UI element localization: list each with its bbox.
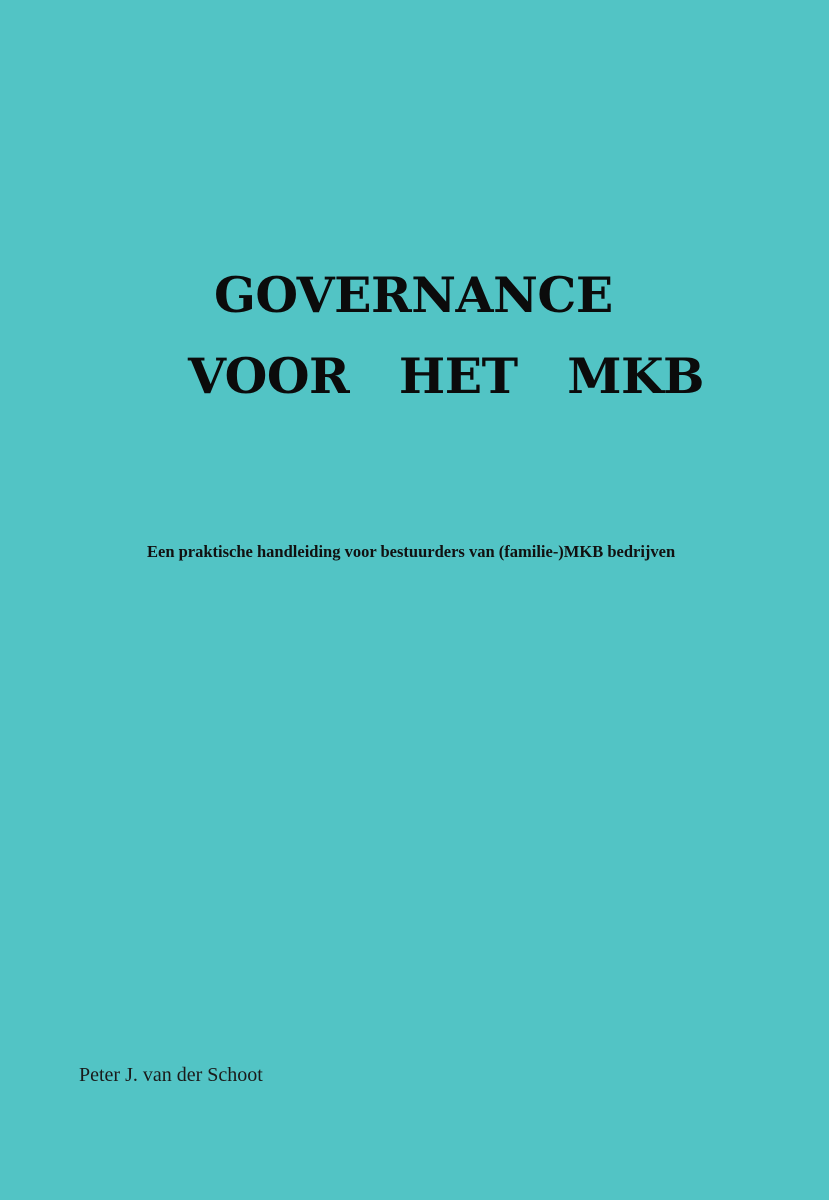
subtitle: Een praktische handleiding voor bestuurders van (familie-)MKB bedrijven <box>147 542 676 561</box>
title-line-2: VOOR HET MKB <box>188 347 704 405</box>
title-line-1: GOVERNANCE <box>214 266 613 324</box>
author-name: Peter J. van der Schoot <box>79 1064 263 1086</box>
